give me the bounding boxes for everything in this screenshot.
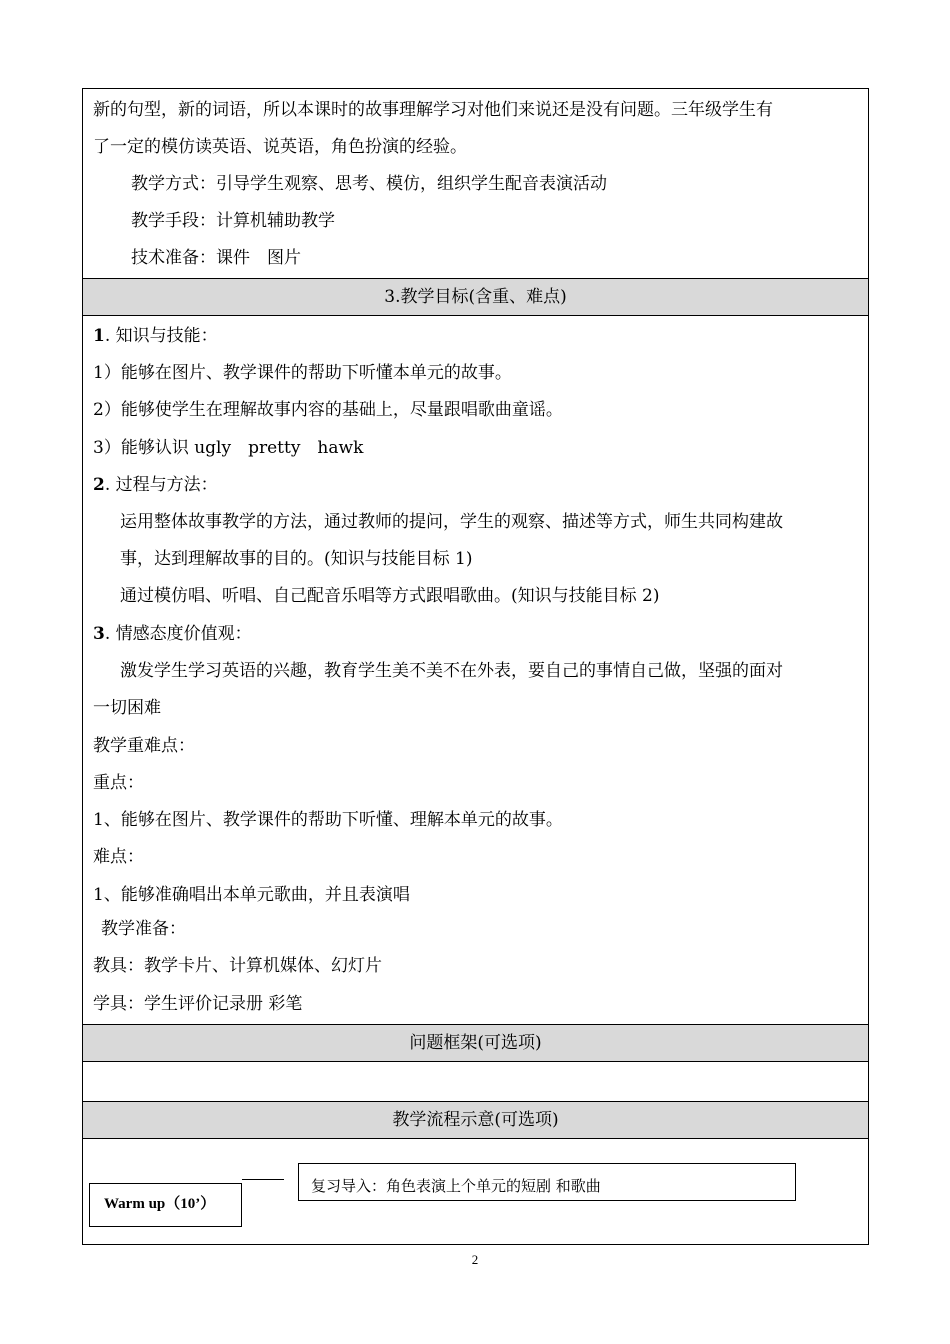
process-text: 通过模仿唱、听唱、自己配音乐唱等方式跟唱歌曲。(知识与技能目标 2) xyxy=(120,586,660,606)
page-number: 2 xyxy=(471,1252,479,1267)
key-point-item: 1、能够在图片、教学课件的帮助下听懂、理解本单元的故事。 xyxy=(93,810,563,830)
teaching-means: 教学手段：计算机辅助教学 xyxy=(131,211,335,231)
review-box: 复习导入：角色表演上个单元的短剧 和歌曲 xyxy=(298,1163,796,1201)
section-header-flow: 教学流程示意(可选项) xyxy=(83,1101,868,1139)
process-title: 2. 过程与方法： xyxy=(93,475,218,495)
key-difficult-title: 教学重难点： xyxy=(93,736,195,756)
difficult-point-item: 1、能够准确唱出本单元歌曲，并且表演唱 xyxy=(93,885,410,905)
warmup-box: Warm up（10’） xyxy=(89,1183,242,1227)
preparation-title: 教学准备： xyxy=(101,919,186,939)
lesson-plan-table xyxy=(82,88,869,1245)
emotion-title: 3. 情感态度价值观： xyxy=(93,624,252,644)
flow-connector-line xyxy=(242,1179,284,1180)
emotion-text: 激发学生学习英语的兴趣，教育学生美不美不在外表，要自己的事情自己做，坚强的面对 xyxy=(120,661,783,681)
intro-text: 新的句型，新的词语，所以本课时的故事理解学习对他们来说还是没有问题。三年级学生有 xyxy=(93,100,773,120)
knowledge-item: 1）能够在图片、教学课件的帮助下听懂本单元的故事。 xyxy=(93,363,512,383)
key-point-title: 重点： xyxy=(93,773,144,793)
knowledge-title: 1. 知识与技能： xyxy=(93,326,218,346)
knowledge-item: 2）能够使学生在理解故事内容的基础上，尽量跟唱歌曲童谣。 xyxy=(93,400,563,420)
difficult-point-title: 难点： xyxy=(93,847,144,867)
teaching-method: 教学方式：引导学生观察、思考、模仿，组织学生配音表演活动 xyxy=(131,174,607,194)
section-header-objectives: 3.教学目标(含重、难点) xyxy=(83,278,868,316)
section-header-framework: 问题框架(可选项) xyxy=(83,1024,868,1062)
process-text: 运用整体故事教学的方法，通过教师的提问，学生的观察、描述等方式，师生共同构建故 xyxy=(120,512,783,532)
tech-preparation: 技术准备：课件 图片 xyxy=(131,248,301,268)
process-text: 事，达到理解故事的目的。(知识与技能目标 1) xyxy=(120,549,473,569)
emotion-text: 一切困难 xyxy=(93,698,161,718)
knowledge-item: 3）能够认识 ugly pretty hawk xyxy=(93,438,364,458)
teacher-tools: 教具：教学卡片、计算机媒体、幻灯片 xyxy=(93,956,382,976)
student-tools: 学具：学生评价记录册 彩笔 xyxy=(93,994,303,1014)
intro-text: 了一定的模仿读英语、说英语，角色扮演的经验。 xyxy=(93,137,467,157)
